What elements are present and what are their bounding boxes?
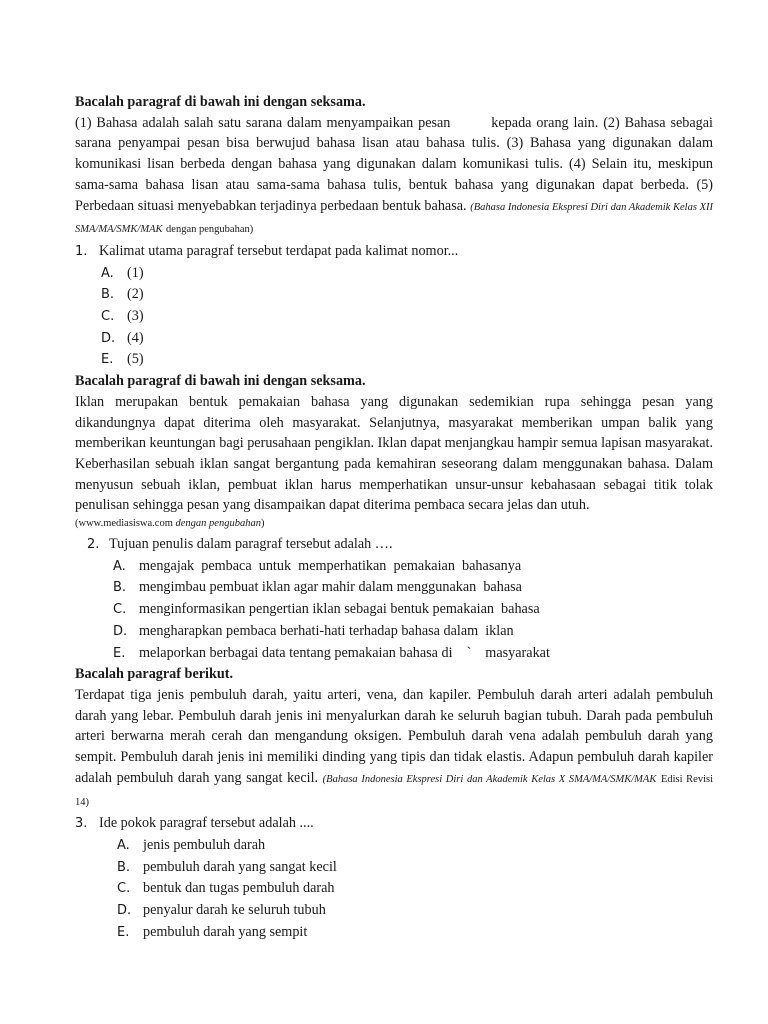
question-1-text: Kalimat utama paragraf tersebut terdapat pada kalimat nomor... — [99, 242, 459, 259]
section1-source-tail: dengan pengubahan) — [166, 224, 254, 236]
question-2-number: 2. — [87, 537, 100, 553]
section1-source: (Bahasa Indonesia Ekspresi Diri dan Akademik Kelas XII SMA/MA/SMK/MAK — [75, 201, 713, 236]
question-1-option-e[interactable]: E. (5) — [101, 351, 144, 368]
section2-heading: Bacalah paragraf di bawah ini dengan seksama. — [75, 373, 366, 390]
question-3-option-e[interactable]: E. pembuluh darah yang sempit — [117, 923, 308, 940]
question-3-options — [75, 835, 713, 944]
question-1-number: 1. — [75, 243, 88, 259]
section3-source: (Bahasa Indonesia Ekspresi Diri dan Akademik Kelas X SMA/MA/SMK/MAK — [322, 773, 657, 785]
section3-paragraph — [75, 685, 713, 813]
question-2-option-d[interactable]: D. mengharapkan pembaca berhati-hati terhadap bahasa dalam iklan — [113, 622, 514, 639]
question-3-option-c[interactable]: C. bentuk dan tugas pembuluh darah — [117, 880, 335, 897]
question-2-text: Tujuan penulis dalam paragraf tersebut adalah …. — [109, 536, 393, 553]
document-page — [75, 92, 713, 943]
section3-paragraph-text: Terdapat tiga jenis pembuluh darah, yaitu arteri, vena, dan kapiler. Pembuluh darah arteri adalah pembuluh darah yang lebar. Pembuluh darah jenis ini menyalurkan darah ke seluruh bagian tubuh. Darah pada pembuluh arteri berwarna merah cerah dan mengandung oksigen. Pembuluh darah vena adalah pembuluh darah yang sempit. Pembuluh darah jenis ini memiliki dinding yang tipis dan tidak elastis. Adapun pembuluh darah kapiler adalah pembuluh darah yang sangat kecil. — [75, 686, 713, 786]
section1-paragraph — [75, 113, 713, 241]
question-2 — [75, 534, 713, 664]
question-1-options — [75, 263, 713, 372]
question-2-stem — [75, 534, 713, 556]
question-3-option-a[interactable]: A. jenis pembuluh darah — [117, 836, 266, 853]
question-2-option-a[interactable]: A. mengajak pembaca untuk memperhatikan pemakaian bahasanya — [113, 557, 522, 574]
question-3-option-d[interactable]: D. penyalur darah ke seluruh tubuh — [117, 902, 326, 919]
section1-paragraph-rest: kepada orang lain. (2) Bahasa sebagai sarana penyampai pesan bisa berwujud bahasa lisan atau bahasa tulis. (3) Bahasa yang digunakan dalam komunikasi lisan berbeda dengan bahasa yang digunakan dalam komunikasi tulis. (4) Selain itu, meskipun sama-sama bahasa lisan atau sama-sama bahasa tulis, bentuk bahasa yang digunakan dapat berbeda. (5) Perbedaan situasi menyebabkan terjadinya perbedaan bentuk bahasa. — [75, 114, 714, 214]
question-2-option-b[interactable]: B. mengimbau pembuat iklan agar mahir dalam menggunakan bahasa — [113, 579, 522, 596]
question-3-stem — [75, 813, 713, 835]
question-3-text: Ide pokok paragraf tersebut adalah .... — [99, 815, 314, 832]
section2-paragraph: Iklan merupakan bentuk pemakaian bahasa yang digunakan sedemikian rupa sehingga pesan yang dikandungnya dapat diterima oleh masyarakat. Selanjutnya, masyarakat memberikan umpan balik yang memberikan keuntungan bagi perusahaan pengiklan. Iklan dapat menjangkau hampir semua lapisan masyarakat. Keberhasilan sebuah iklan sangat bergantung pada kemahiran seseorang dalam menggunakan bahasa. Dalam menyusun sebuah iklan, pembuat iklan harus memperhatikan unsur-unsur kebahasaan sebagai titik tolak penulisan sehingga pesan yang disampaikan dapat diterima pembaca secara jelas dan utuh. — [75, 393, 713, 514]
question-1-option-d[interactable]: D. (4) — [101, 329, 144, 346]
question-1-option-b[interactable]: B. (2) — [101, 286, 144, 303]
section1-paragraph-start: (1) Bahasa adalah salah satu sarana dalam menyampaikan pesan — [75, 114, 451, 131]
question-3 — [75, 813, 713, 943]
question-3-number: 3. — [75, 816, 88, 832]
question-2-option-e[interactable]: E. melaporkan berbagai data tentang pemakaian bahasa di ` masyarakat — [113, 644, 550, 661]
question-1-stem — [75, 241, 713, 263]
question-2-options — [75, 556, 713, 665]
section2-source-url: (www.mediasiswa.com — [75, 518, 173, 530]
section3-source-tail: Edisi Revisi 14) — [75, 773, 714, 808]
section1-heading: Bacalah paragraf di bawah ini dengan seksama. — [75, 94, 366, 110]
question-1 — [75, 241, 713, 371]
question-3-option-b[interactable]: B. pembuluh darah yang sangat kecil — [117, 858, 337, 875]
section2-source: (www.mediasiswa.com dengan pengubahan) — [75, 518, 265, 530]
question-1-option-c[interactable]: C. (3) — [101, 308, 144, 325]
section3-heading: Bacalah paragraf berikut. — [75, 666, 234, 683]
question-2-option-c[interactable]: C. menginformasikan pengertian iklan sebagai bentuk pemakaian bahasa — [113, 601, 540, 618]
question-1-option-a[interactable]: A. (1) — [101, 264, 144, 281]
